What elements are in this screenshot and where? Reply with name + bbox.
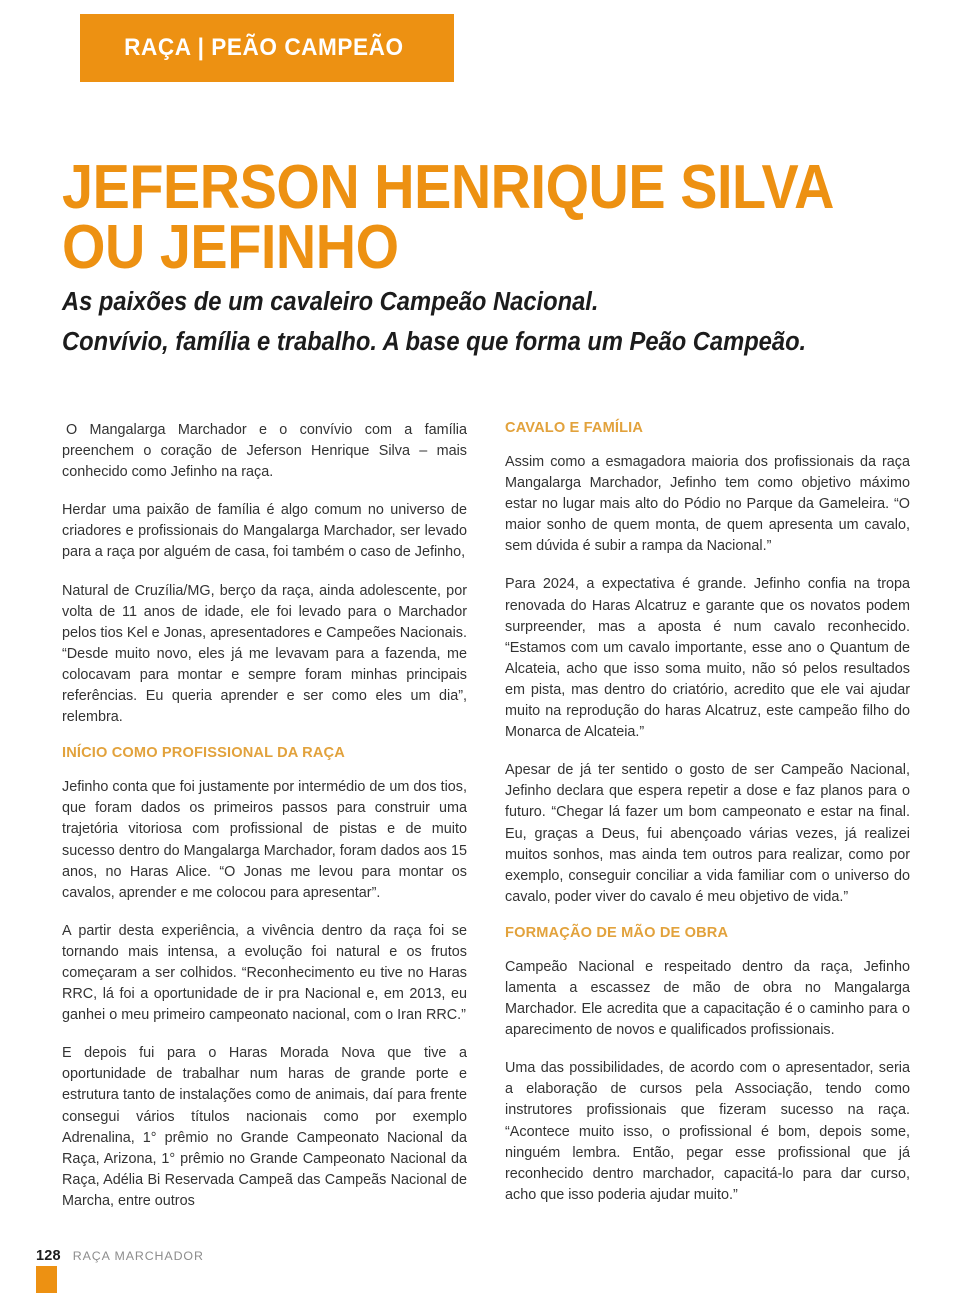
- paragraph: O Mangalarga Marchador e o convívio com a família preenchem o coração de Jeferson Henrique Silva – mais conhecido como Jefinho na raça.: [62, 422, 467, 481]
- paragraph: E depois fui para o Haras Morada Nova que tive a oportunidade de trabalhar num haras de grande porte e estrutura tanto de instalações como de animais, daí para frente consegui vários títulos nacionais como por exemplo Adrenalina, 1° prêmio no Grande Campeonato Nacional da Raça, Arizona, 1° prêmio no Grande Campeonato Nacional da Raça, Adélia Bi Reservada Campeã das Campeãs Nacional de Marcha, entre outros: [62, 1045, 467, 1209]
- paragraph: Natural de Cruzília/MG, berço da raça, ainda adolescente, por volta de 11 anos de idade, ele foi levado para o Marchador pelos tios Kel e Jonas, apresentadores e Campeões Nacionais. “Desde muito novo, eles já me levavam para a fazenda, me colocavam para montar e sempre foram minhas principais referências. Eu queria aprender e ser como eles um dia”, relembra.: [62, 582, 467, 726]
- article-body-columns: [62, 420, 910, 1212]
- deck-line-1: As paixões de um cavaleiro Campeão Nacional.: [62, 288, 599, 316]
- section-kicker-bar: [80, 14, 454, 82]
- article-deck: [62, 283, 862, 362]
- footer-orange-tab: [36, 1266, 57, 1293]
- page-footer: [36, 1248, 204, 1264]
- paragraph: Apesar de já ter sentido o gosto de ser Campeão Nacional, Jefinho declara que espera repetir a dose e faz planos para o futuro. “Chegar lá fazer um bom campeonato e estar na final. Eu, graças a Deus, fui abençoado várias vezes, já realizei muitos sonhos, mas ainda tem outros para realizar, como por exemplo, conseguir conciliar a vida familiar com o universo do cavalo, poder viver do cavalo é meu objetivo de vida.”: [505, 762, 910, 905]
- section-heading-cavalo-e-familia: CAVALO E FAMÍLIA: [505, 420, 644, 436]
- article-headline: [62, 152, 835, 283]
- section-kicker-label: RAÇA | PEÃO CAMPEÃO: [124, 34, 404, 61]
- right-column: [505, 420, 910, 1212]
- footer-publication-title: RAÇA MARCHADOR: [72, 1249, 204, 1263]
- folio-page-number: 128: [36, 1248, 61, 1264]
- section-heading-formacao-de-mao-de-obra: FORMAÇÃO DE MÃO DE OBRA: [505, 924, 729, 941]
- paragraph: Herdar uma paixão de família é algo comum no universo de criadores e profissionais do Mangalarga Marchador, ser levado para a raça por alguém de casa, foi também o caso de Jefinho,: [62, 502, 467, 561]
- paragraph: Assim como a esmagadora maioria dos profissionais da raça Mangalarga Marchador, Jefinho tem como objetivo máximo estar no lugar mais alto do Pódio no Parque da Gameleira. “O maior sonho de quem monta, de quem apresenta um cavalo, sem dúvida é subir a rampa da Nacional.”: [505, 454, 910, 555]
- left-column: [62, 420, 467, 1212]
- headline-line-2: OU JEFINHO: [62, 213, 399, 283]
- paragraph: A partir desta experiência, a vivência dentro da raça foi se tornando mais intensa, a evolução foi natural e os frutos começaram a ser colhidos. “Reconhecimento eu tive no Haras RRC, lá foi a oportunidade de ir pra Nacional e, em 2013, eu ganhei o meu primeiro campeonato nacional, com o Iran RRC.”: [62, 922, 467, 1024]
- section-heading-inicio-como-profissional: INÍCIO COMO PROFISSIONAL DA RAÇA: [62, 745, 345, 762]
- paragraph: Campeão Nacional e respeitado dentro da raça, Jefinho lamenta a escassez de mão de obra no Mangalarga Marchador. Ele acredita que a capacitação é o caminho para o aparecimento de novos e qualificados profissionais.: [505, 958, 910, 1039]
- paragraph: Uma das possibilidades, de acordo com o apresentador, seria a elaboração de cursos pela Associação, tendo como instrutores profissionais que fizeram sucesso na raça. “Acontece muito isso, o profissional é bom, depois some, ninguém lembra. Então, pegar esse profissional que já reconhecido dentro marchador, capacitá-lo para dar curso, acho que isso poderia ajudar muito.”: [505, 1060, 910, 1203]
- headline-line-1: JEFERSON HENRIQUE SILVA: [62, 152, 835, 222]
- paragraph: Jefinho conta que foi justamente por intermédio de um dos tios, que foram dados os primeiros passos para construir uma trajetória vitoriosa com profissional de pistas e de muito sucesso dentro do Mangalarga Marchador, foram dados aos 15 anos, no Haras Alice. “O Jonas me levou para montar os cavalos, aprender e me colocou para apresentar”.: [62, 779, 467, 901]
- deck-line-2: Convívio, família e trabalho. A base que forma um Peão Campeão.: [62, 327, 807, 356]
- paragraph: Para 2024, a expectativa é grande. Jefinho confia na tropa renovada do Haras Alcatruz e garante que os novatos podem surpreender, mas a aposta é num cavalo reconhecido. “Estamos com um cavalo importante, esse ano o Quantum de Alcateia, acho que isso soma muito, não só pelos resultados em pista, mas dentro do criatório, acredito que ele vai ajudar muito na reprodução do haras Alcatruz, este campeão filho do Monarca de Alcateia.”: [505, 576, 910, 741]
